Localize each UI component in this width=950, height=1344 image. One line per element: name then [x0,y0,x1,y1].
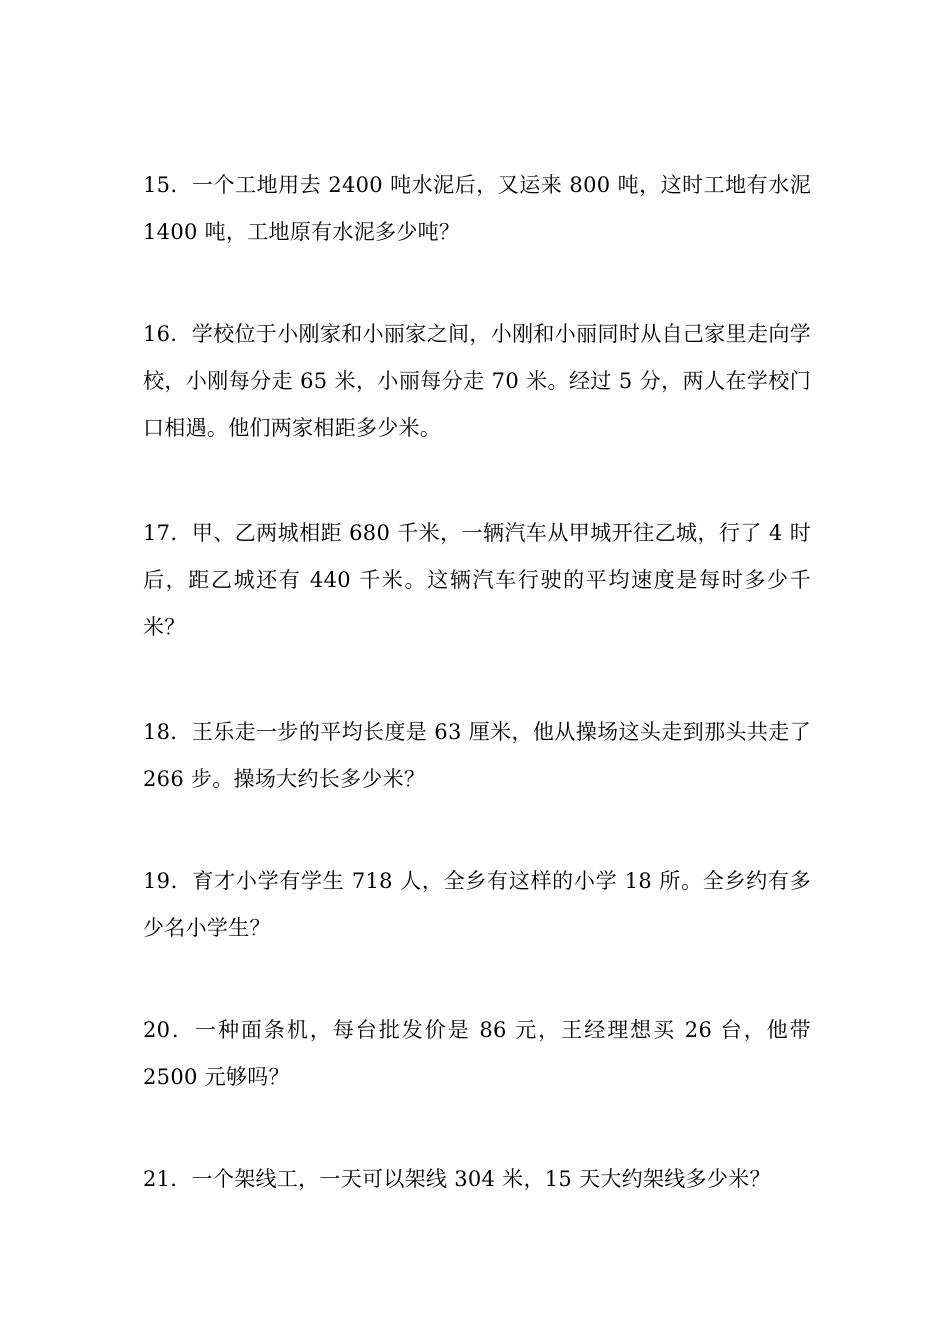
problem-20: 20．一种面条机，每台批发价是 86 元，王经理想买 26 台，他带 2500 元够吗？ [143,1018,811,1089]
problem-19: 19．育才小学有学生 718 人，全乡有这样的小学 18 所。全乡约有多少名小学生？ [143,869,811,940]
problem-17: 17．甲、乙两城相距 680 千米，一辆汽车从甲城开往乙城，行了 4 时后，距乙城还有 440 千米。这辆汽车行驶的平均速度是每时多少千米？ [143,521,811,639]
problem-21: 21．一个架线工，一天可以架线 304 米，15 天大约架线多少米？ [143,1167,771,1191]
problem-16: 16．学校位于小刚家和小丽家之间，小刚和小丽同时从自己家里走向学校，小刚每分走 65 米，小丽每分走 70 米。经过 5 分，两人在学校门口相遇。他们两家相距多少米。 [143,322,811,440]
problem-18: 18．王乐走一步的平均长度是 63 厘米，他从操场这头走到那头共走了 266 步。操场大约长多少米？ [143,720,811,791]
problem-15: 15．一个工地用去 2400 吨水泥后，又运来 800 吨，这时工地有水泥 1400 吨，工地原有水泥多少吨？ [143,173,811,244]
